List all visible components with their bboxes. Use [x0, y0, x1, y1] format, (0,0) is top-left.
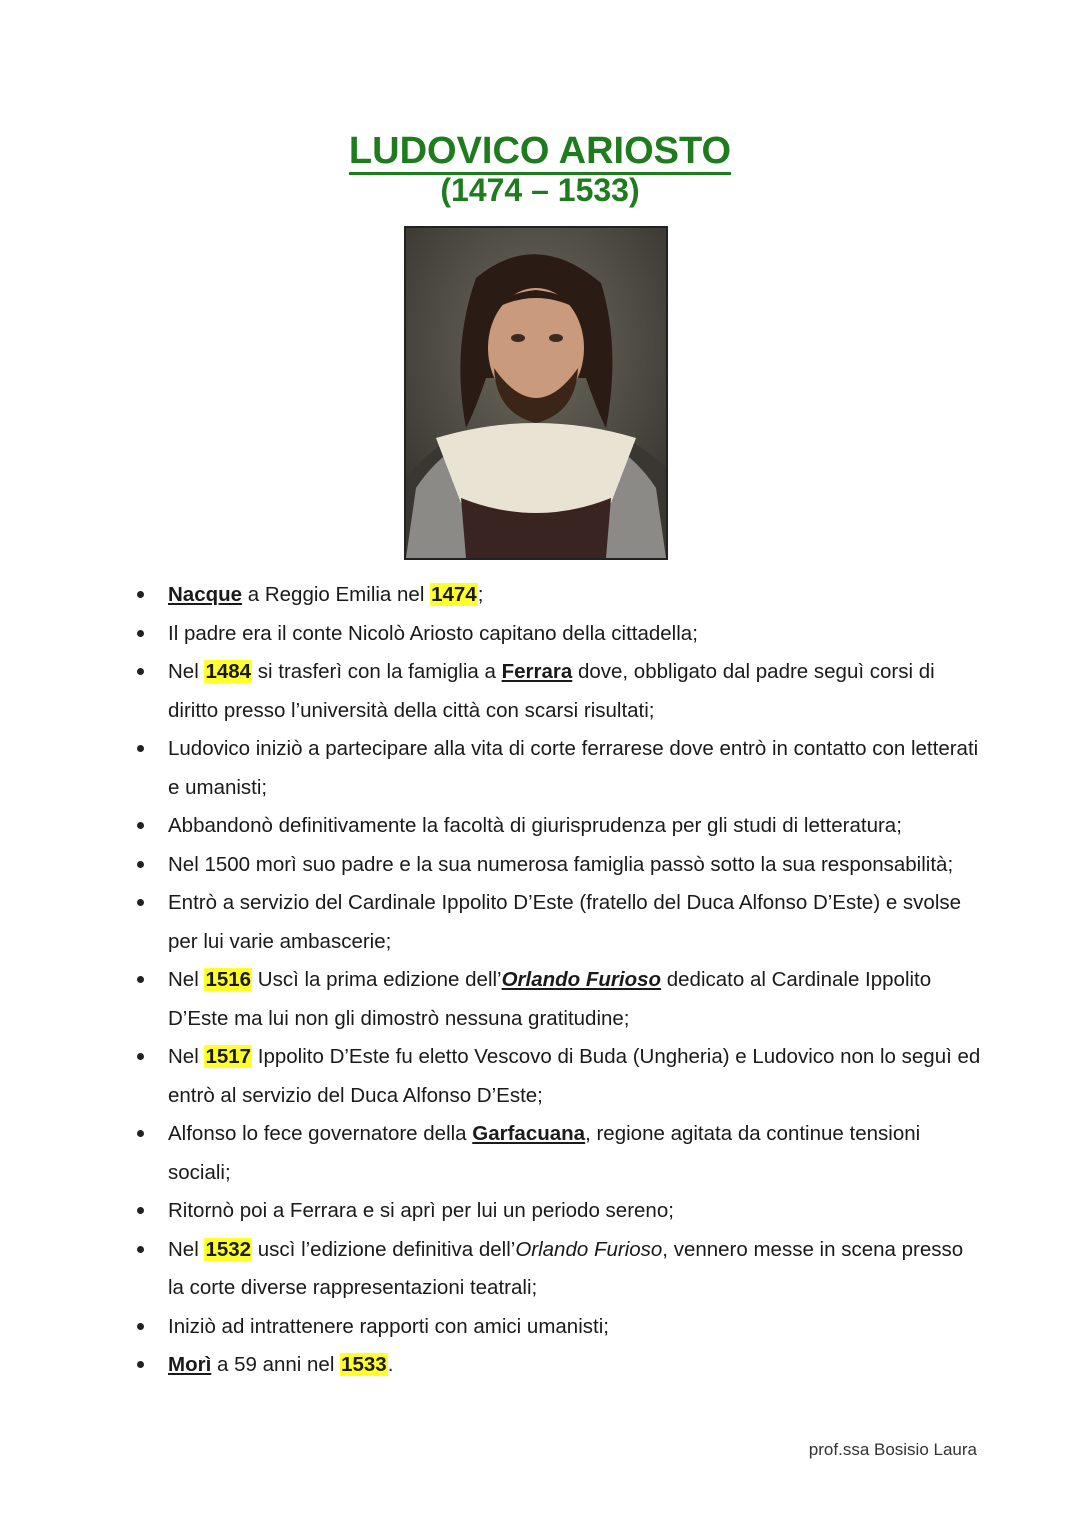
list-item: Entrò a servizio del Cardinale Ippolito D’Este (fratello del Duca Alfonso D’Este) e svolse per lui varie ambascerie; [124, 884, 984, 961]
list-item: Nel 1516 Uscì la prima edizione dell’Orlando Furioso dedicato al Cardinale Ippolito D’Este ma lui non gli dimostrò nessuna gratitudine; [124, 961, 984, 1038]
biography-list [124, 576, 984, 1385]
page-subtitle-years: (1474 – 1533) [440, 172, 640, 208]
list-item: Alfonso lo fece governatore della Garfacuana, regione agitata da continue tensioni sociali; [124, 1115, 984, 1192]
list-item: Iniziò ad intrattenere rapporti con amici umanisti; [124, 1308, 984, 1347]
list-item: Nel 1484 si trasferì con la famiglia a Ferrara dove, obbligato dal padre seguì corsi di diritto presso l’università della città con scarsi risultati; [124, 653, 984, 730]
page-title: LUDOVICO ARIOSTO [0, 128, 1080, 174]
author-footer: prof.ssa Bosisio Laura [808, 1440, 977, 1459]
list-item: Nel 1532 uscì l’edizione definitiva dell’Orlando Furioso, vennero messe in scena presso la corte diverse rappresentazioni teatrali; [124, 1231, 984, 1308]
list-item: Ludovico iniziò a partecipare alla vita di corte ferrarese dove entrò in contatto con letterati e umanisti; [124, 730, 984, 807]
list-item: Nel 1517 Ippolito D’Este fu eletto Vescovo di Buda (Ungheria) e Ludovico non lo seguì ed entrò al servizio del Duca Alfonso D’Este; [124, 1038, 984, 1115]
list-item: Morì a 59 anni nel 1533. [124, 1346, 984, 1385]
list-item: Nel 1500 morì suo padre e la sua numerosa famiglia passò sotto la sua responsabilità; [124, 846, 984, 885]
portrait-image [404, 226, 668, 560]
list-item: Nacque a Reggio Emilia nel 1474; [124, 576, 984, 615]
list-item: Il padre era il conte Nicolò Ariosto capitano della cittadella; [124, 615, 984, 654]
list-item: Ritornò poi a Ferrara e si aprì per lui un periodo sereno; [124, 1192, 984, 1231]
list-item: Abbandonò definitivamente la facoltà di giurisprudenza per gli studi di letteratura; [124, 807, 984, 846]
